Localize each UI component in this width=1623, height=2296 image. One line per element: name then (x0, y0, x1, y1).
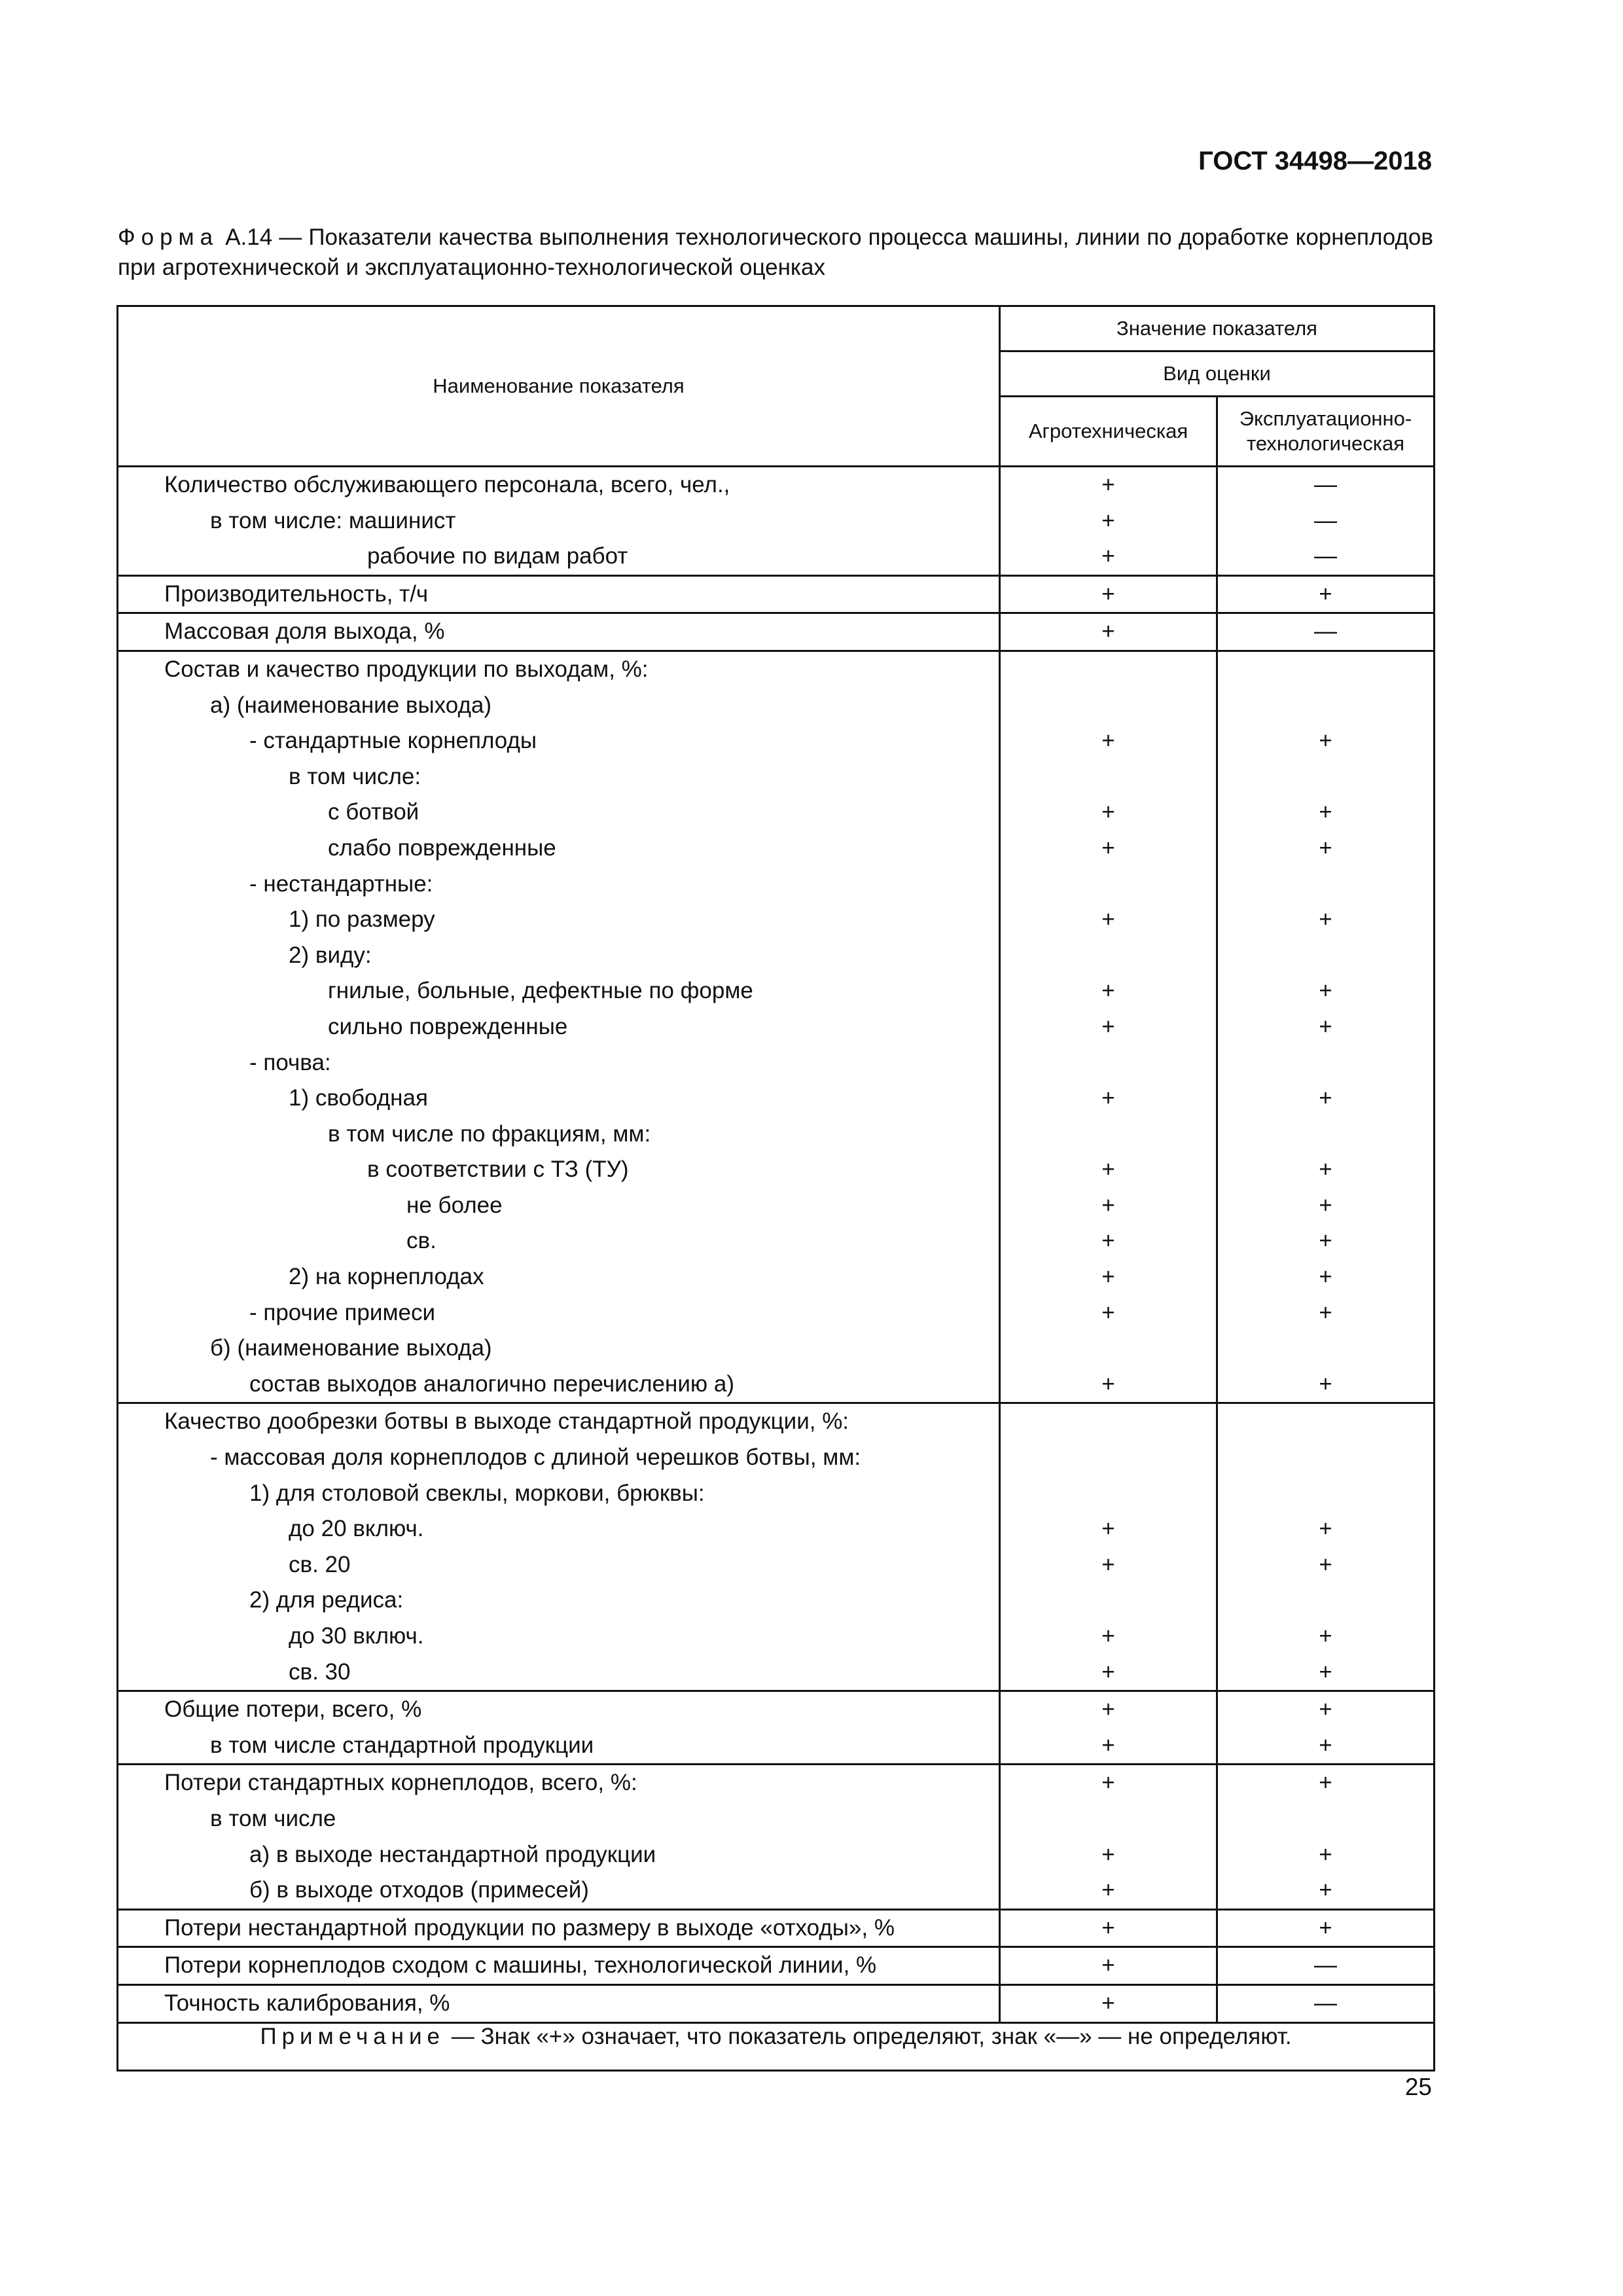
indicator-label: в том числе: (289, 763, 421, 789)
exploit-mark (1218, 1801, 1433, 1837)
indicator-label: в том числе: машинист (210, 507, 456, 533)
agro-mark: + (1101, 1877, 1115, 1903)
indicator-group (118, 575, 1435, 613)
indicator-group (118, 1984, 1435, 2022)
exploit-cell (1217, 1909, 1435, 1947)
exploit-mark: + (1319, 1299, 1332, 1325)
indicator-label: - нестандартные: (249, 870, 433, 897)
header-exploit: Эксплуатационно-технологическая (1217, 397, 1435, 467)
agro-mark (1001, 1583, 1216, 1619)
exploit-mark: + (1319, 1732, 1332, 1758)
exploit-cell (1217, 613, 1435, 651)
agro-cell (1000, 467, 1217, 576)
exploit-mark (1218, 1583, 1433, 1619)
exploit-mark: + (1319, 1228, 1332, 1254)
exploit-mark: + (1319, 978, 1332, 1004)
indicator-label: б) в выходе отходов (примесей) (249, 1877, 589, 1903)
agro-cell (1000, 1691, 1217, 1765)
indicator-label: рабочие по видам работ (367, 543, 628, 569)
exploit-mark: + (1319, 1371, 1332, 1397)
indicator-label: 2) на корнеплодах (289, 1264, 484, 1290)
table-row (118, 1909, 1435, 1947)
agro-mark (1001, 1476, 1216, 1512)
exploit-cell (1217, 1765, 1435, 1909)
indicator-label: в соответствии с ТЗ (ТУ) (367, 1157, 629, 1183)
agro-cell (1000, 1909, 1217, 1947)
agro-mark: + (1101, 1157, 1115, 1183)
exploit-cell (1217, 467, 1435, 576)
indicator-label: состав выходов аналогично перечислению а) (249, 1371, 734, 1397)
exploit-cell (1217, 1984, 1435, 2022)
indicator-label: Количество обслуживающего персонала, всего, чел., (164, 472, 730, 497)
exploit-mark: + (1319, 1696, 1332, 1723)
exploit-mark: + (1319, 728, 1332, 754)
indicator-label: до 30 включ. (289, 1623, 424, 1649)
document-code: ГОСТ 34498—2018 (1198, 147, 1432, 175)
indicator-label: 1) свободная (289, 1085, 428, 1111)
indicator-name-cell (118, 1403, 1000, 1691)
exploit-mark (1218, 1476, 1433, 1512)
indicator-label: Точность калибрования, % (164, 1990, 450, 2016)
indicator-name-cell (118, 1765, 1000, 1909)
agro-mark (1001, 759, 1216, 795)
exploit-mark: + (1319, 1516, 1332, 1542)
agro-mark: + (1101, 799, 1115, 825)
indicator-group (118, 1691, 1435, 1765)
indicator-name-cell (118, 1909, 1000, 1947)
page-number: 25 (1404, 2073, 1432, 2100)
exploit-mark: + (1319, 1841, 1332, 1867)
indicator-label: а) в выходе нестандартной продукции (249, 1841, 656, 1867)
agro-mark: + (1101, 1841, 1115, 1867)
indicator-label: в том числе стандартной продукции (210, 1732, 594, 1758)
agro-mark: + (1101, 1013, 1115, 1039)
agro-mark: + (1101, 1299, 1115, 1325)
agro-mark (1001, 938, 1216, 974)
indicator-label: - стандартные корнеплоды (249, 728, 537, 754)
exploit-mark: + (1319, 1085, 1332, 1111)
exploit-mark: + (1319, 1157, 1332, 1183)
indicator-name-cell (118, 1984, 1000, 2022)
exploit-cell (1217, 1403, 1435, 1691)
exploit-mark (1218, 688, 1433, 724)
indicator-name-cell (118, 613, 1000, 651)
indicator-group (118, 1909, 1435, 1947)
agro-mark: + (1101, 1371, 1115, 1397)
header-indicator-name: Наименование показателя (118, 306, 1000, 467)
note-text: — Знак «+» означает, что показатель определяют, знак «—» — не определяют. (445, 2023, 1292, 2049)
table-row (118, 467, 1435, 576)
table-row (118, 1403, 1435, 1691)
agro-mark: + (1101, 1659, 1115, 1685)
caption-text: А.14 — Показатели качества выполнения технологического процесса машины, линии по доработке корнеплодов при агротехнической и эксплуатационно-технологической оценках (118, 224, 1433, 280)
agro-cell (1000, 651, 1217, 1403)
exploit-cell (1217, 651, 1435, 1403)
exploit-mark (1218, 1117, 1433, 1153)
agro-mark: + (1101, 906, 1115, 933)
agro-cell (1000, 1984, 1217, 2022)
agro-mark (1001, 1117, 1216, 1153)
indicator-group (118, 467, 1435, 576)
agro-cell (1000, 1403, 1217, 1691)
agro-mark (1001, 688, 1216, 724)
table-row (118, 575, 1435, 613)
indicator-label: св. (406, 1228, 437, 1254)
agro-mark (1001, 1045, 1216, 1081)
agro-mark: + (1101, 1696, 1115, 1723)
table-row (118, 1765, 1435, 1909)
agro-cell (1000, 1765, 1217, 1909)
indicator-label: слабо поврежденные (328, 834, 556, 861)
indicator-label: 2) виду: (289, 942, 372, 968)
exploit-mark (1218, 1404, 1433, 1440)
agro-mark: + (1101, 472, 1115, 497)
table-row (118, 1984, 1435, 2022)
indicator-label: Массовая доля выхода, % (164, 619, 445, 645)
exploit-mark: — (1314, 619, 1337, 645)
exploit-mark (1218, 1331, 1433, 1367)
agro-mark: + (1101, 507, 1115, 533)
exploit-mark: — (1314, 1990, 1337, 2016)
indicator-label: Состав и качество продукции по выходам, %: (164, 656, 649, 682)
indicator-label: б) (наименование выхода) (210, 1335, 492, 1361)
agro-mark (1001, 1440, 1216, 1476)
exploit-mark: — (1314, 1952, 1337, 1979)
indicator-label: св. 20 (289, 1551, 351, 1577)
exploit-mark: + (1319, 1551, 1332, 1577)
exploit-mark: + (1319, 1914, 1332, 1941)
exploit-mark: + (1319, 1659, 1332, 1685)
header-assessment-type: Вид оценки (1000, 351, 1435, 397)
exploit-cell (1217, 1947, 1435, 1985)
indicator-label: сильно поврежденные (328, 1013, 568, 1039)
agro-mark: + (1101, 1516, 1115, 1542)
indicator-group (118, 1947, 1435, 1985)
indicator-name-cell (118, 467, 1000, 576)
agro-cell (1000, 575, 1217, 613)
indicator-label: - массовая доля корнеплодов с длиной черешков ботвы, мм: (210, 1444, 861, 1471)
indicator-label: Потери нестандартной продукции по размеру в выходе «отходы», % (164, 1914, 895, 1941)
agro-mark: + (1101, 1192, 1115, 1218)
exploit-cell (1217, 575, 1435, 613)
exploit-mark: — (1314, 472, 1337, 497)
table-row (118, 651, 1435, 1403)
indicator-label: Общие потери, всего, % (164, 1696, 422, 1723)
exploit-mark (1218, 938, 1433, 974)
agro-mark: + (1101, 1732, 1115, 1758)
agro-mark: + (1101, 1264, 1115, 1290)
exploit-mark: — (1314, 507, 1337, 533)
agro-mark (1001, 652, 1216, 688)
table-note (118, 2022, 1435, 2070)
agro-mark: + (1101, 1990, 1115, 2016)
indicator-group (118, 651, 1435, 1403)
exploit-mark: + (1319, 1264, 1332, 1290)
agro-mark: + (1101, 581, 1115, 607)
exploit-mark (1218, 867, 1433, 903)
indicator-label: Потери стандартных корнеплодов, всего, %: (164, 1770, 637, 1796)
indicator-group (118, 1765, 1435, 1909)
exploit-cell (1217, 1691, 1435, 1765)
indicator-label: гнилые, больные, дефектные по форме (328, 978, 753, 1004)
exploit-mark (1218, 1045, 1433, 1081)
agro-cell (1000, 613, 1217, 651)
indicator-label: - почва: (249, 1049, 331, 1075)
agro-mark: + (1101, 1914, 1115, 1941)
exploit-mark: — (1314, 543, 1337, 569)
exploit-mark: + (1319, 799, 1332, 825)
agro-mark (1001, 1404, 1216, 1440)
indicator-name-cell (118, 575, 1000, 613)
indicators-table (116, 305, 1435, 2072)
indicator-label: до 20 включ. (289, 1516, 424, 1542)
indicator-label: Потери корнеплодов сходом с машины, технологической линии, % (164, 1952, 877, 1979)
indicator-label: не более (406, 1192, 503, 1218)
indicator-label: - прочие примеси (249, 1299, 436, 1325)
table-row (118, 1691, 1435, 1765)
exploit-mark (1218, 759, 1433, 795)
form-caption (118, 223, 1433, 283)
agro-mark (1001, 867, 1216, 903)
indicator-group (118, 1403, 1435, 1691)
agro-mark: + (1101, 1770, 1115, 1796)
indicator-label: в том числе по фракциям, мм: (328, 1121, 651, 1147)
agro-mark (1001, 1801, 1216, 1837)
indicator-label: Качество дообрезки ботвы в выходе стандартной продукции, %: (164, 1408, 849, 1435)
agro-mark: + (1101, 1085, 1115, 1111)
exploit-mark: + (1319, 1770, 1332, 1796)
agro-mark: + (1101, 543, 1115, 569)
indicator-name-cell (118, 1947, 1000, 1985)
exploit-mark: + (1319, 1877, 1332, 1903)
agro-mark: + (1101, 619, 1115, 645)
indicator-label: 1) для столовой свеклы, моркови, брюквы: (249, 1480, 705, 1506)
indicator-label: Производительность, т/ч (164, 581, 429, 607)
agro-mark: + (1101, 1952, 1115, 1979)
exploit-mark: + (1319, 581, 1332, 607)
agro-mark: + (1101, 1551, 1115, 1577)
agro-mark: + (1101, 1228, 1115, 1254)
indicator-group (118, 613, 1435, 651)
exploit-mark: + (1319, 1192, 1332, 1218)
indicator-label: св. 30 (289, 1659, 351, 1685)
exploit-mark (1218, 1440, 1433, 1476)
indicator-label: с ботвой (328, 799, 419, 825)
note-prefix: Примечание (260, 2023, 446, 2049)
exploit-mark (1218, 652, 1433, 688)
table-row (118, 613, 1435, 651)
header-value-group: Значение показателя (1000, 306, 1435, 351)
indicator-label: 1) по размеру (289, 906, 435, 933)
agro-cell (1000, 1947, 1217, 1985)
exploit-mark: + (1319, 834, 1332, 861)
agro-mark: + (1101, 834, 1115, 861)
agro-mark: + (1101, 1623, 1115, 1649)
agro-mark: + (1101, 728, 1115, 754)
indicator-label: а) (наименование выхода) (210, 692, 491, 718)
table-row (118, 1947, 1435, 1985)
agro-mark: + (1101, 978, 1115, 1004)
exploit-mark: + (1319, 1623, 1332, 1649)
indicator-name-cell (118, 1691, 1000, 1765)
exploit-mark: + (1319, 1013, 1332, 1039)
agro-mark (1001, 1331, 1216, 1367)
header-agro: Агротехническая (1000, 397, 1217, 467)
exploit-mark: + (1319, 906, 1332, 933)
indicator-label: в том числе (210, 1805, 336, 1831)
caption-prefix: Форма (118, 224, 219, 250)
indicator-label: 2) для редиса: (249, 1587, 404, 1613)
indicator-name-cell (118, 651, 1000, 1403)
